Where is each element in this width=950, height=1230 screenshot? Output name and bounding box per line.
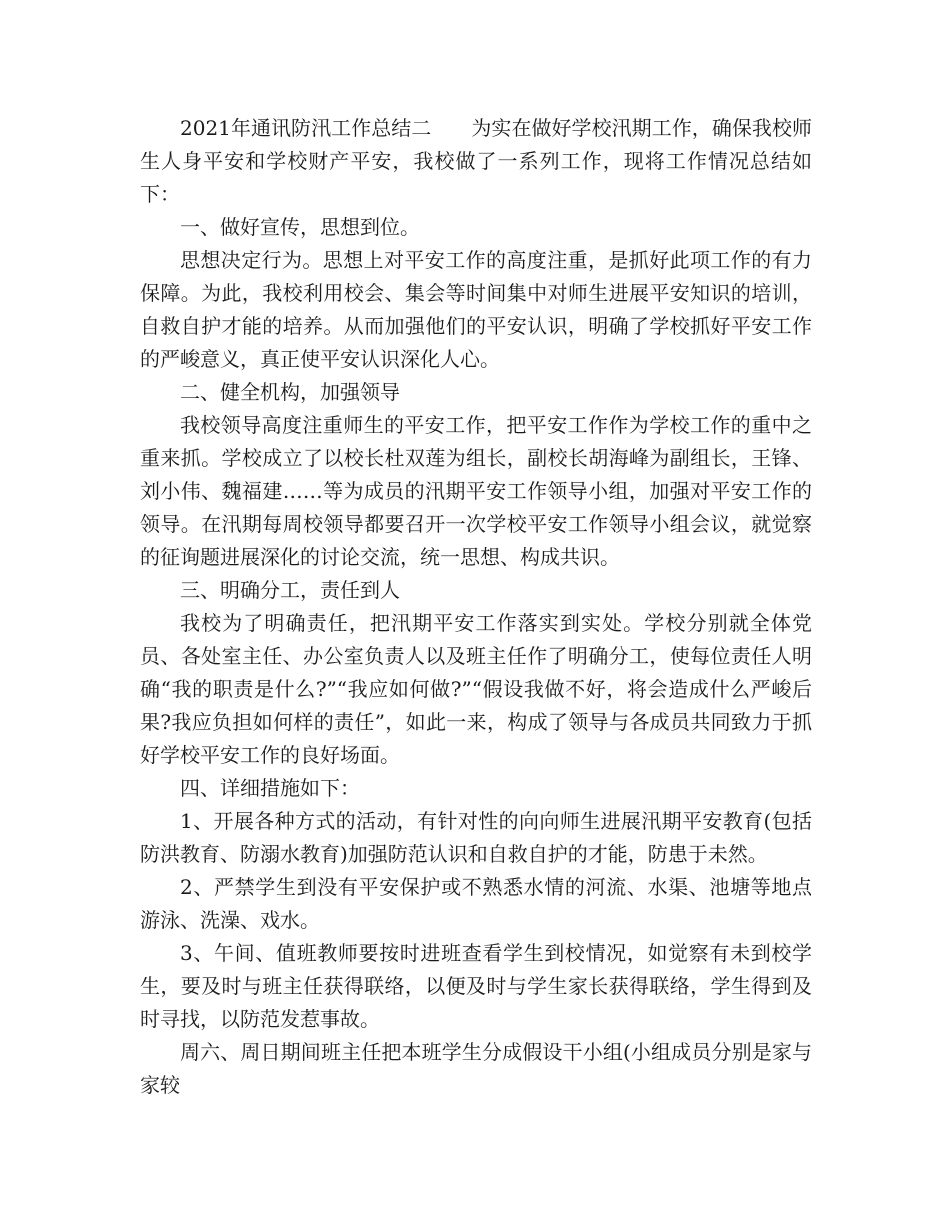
document-body	[140, 112, 812, 1102]
list-item: 3、午间、值班教师要按时进班查看学生到校情况，如觉察有未到校学生，要及时与班主任获得联络，以便及时与学生家长获得联络，学生得到及时寻找，以防范发惹事故。	[140, 941, 812, 1031]
paragraph: 周六、周日期间班主任把本班学生分成假设干小组(小组成员分别是家与家较	[140, 1040, 812, 1097]
document-title: 2021年通讯防汛工作总结二	[180, 116, 432, 140]
paragraph: 我校领导高度注重师生的平安工作，把平安工作作为学校工作的重中之重来抓。学校成立了以校长杜双莲为组长，副校长胡海峰为副组长，王锋、刘小伟、魏福建……等为成员的汛期平安工作领导小组，加强对平安工作的领导。在汛期每周校领导都要召开一次学校平安工作领导小组会议，就觉察的征询题进展深化的讨论交流，统一思想、构成共识。	[140, 413, 812, 569]
section-heading-2: 二、健全机构，加强领导	[180, 380, 400, 404]
paragraph: 思想决定行为。思想上对平安工作的高度注重，是抓好此项工作的有力保障。为此，我校利用校会、集会等时间集中对师生进展平安知识的培训，自救自护才能的培养。从而加强他们的平安认识，明确了学校抓好平安工作的严峻意义，真正使平安认识深化人心。	[140, 248, 812, 371]
intro-paragraph: 为实在做好学校汛期工作，确保我校师生人身平安和学校财产平安，我校做了一系列工作，现将工作情况总结如下：	[140, 116, 812, 206]
list-item: 2、严禁学生到没有平安保护或不熟悉水情的河流、水渠、池塘等地点游泳、洗澡、戏水。	[140, 875, 812, 932]
document-intro	[140, 112, 812, 211]
section-heading-1: 一、做好宣传，思想到位。	[180, 215, 420, 239]
paragraph: 我校为了明确责任，把汛期平安工作落实到实处。学校分别就全体党员、各处室主任、办公室负责人以及班主任作了明确分工，使每位责任人明确“我的职责是什么?”“我应如何做?”“假设我做不好，将会造成什么严峻后果?我应负担如何样的责任”，如此一来，构成了领导与各成员共同致力于抓好学校平安工作的良好场面。	[140, 611, 812, 767]
list-item: 1、开展各种方式的活动，有针对性的向向师生进展汛期平安教育(包括防洪教育、防溺水教育)加强防范认识和自救自护的才能，防患于未然。	[140, 809, 812, 866]
section-heading-3: 三、明确分工，责任到人	[180, 578, 400, 602]
section-heading-4: 四、详细措施如下：	[180, 776, 360, 800]
